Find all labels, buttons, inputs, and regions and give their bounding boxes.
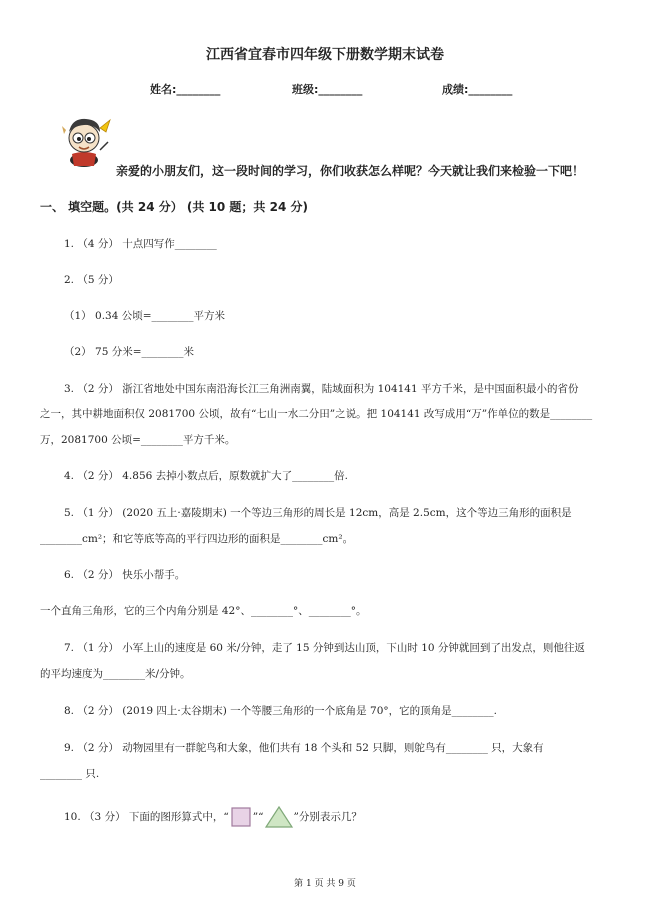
- q7-number: 7.: [64, 642, 75, 654]
- q8-number: 8.: [64, 705, 75, 717]
- q3-score: （2 分）: [77, 383, 119, 395]
- page-footer: 第 1 页 共 9 页: [294, 879, 356, 889]
- q4-number: 4.: [64, 470, 75, 482]
- q7-score: （1 分）: [77, 642, 119, 654]
- question-7-line-2: 的平均速度为________米/分钟。: [40, 668, 191, 680]
- class-field: [292, 81, 362, 97]
- question-7: [64, 640, 585, 655]
- question-1: [64, 236, 217, 251]
- question-2-part-1: （1） 0.34 公顷=________平方米: [64, 310, 226, 322]
- name-field: [150, 81, 220, 97]
- question-5: [64, 505, 572, 520]
- score-blank: ________: [468, 83, 513, 96]
- class-label: 班级:: [292, 83, 319, 96]
- square-shape-icon: [229, 806, 253, 828]
- q8-score: （2 分）: [77, 705, 119, 717]
- q2-number: 2.: [64, 274, 75, 286]
- q3-line-1: 浙江省地处中国东南沿海长江三角洲南翼，陆域面积为 104141 平方千米，是中国面积最小的省份: [122, 383, 579, 395]
- page-title: 江西省宜春市四年级下册数学期末试卷: [206, 47, 444, 63]
- q9-score: （2 分）: [77, 742, 119, 754]
- question-6-line-2: 一个直角三角形，它的三个内角分别是 42°、________°、________°。: [40, 605, 367, 617]
- q5-number: 5.: [64, 507, 75, 519]
- q1-number: 1.: [64, 238, 75, 250]
- q10-after: ”分别表示几？: [293, 811, 362, 823]
- question-5-line-2: ________cm²；和它等底等高的平行四边形的面积是________cm²。: [40, 533, 354, 545]
- q10-score: （3 分）: [84, 811, 126, 823]
- question-6: [64, 567, 185, 582]
- q4-score: （2 分）: [77, 470, 119, 482]
- q9-line-1: 动物园里有一群鸵鸟和大象，他们共有 18 个头和 52 只脚，则鸵鸟有________ 只，大象有: [122, 742, 544, 754]
- q5-line-1: (2020 五上·嘉陵期末) 一个等边三角形的周长是 12cm，高是 2.5cm，这个等边三角形的面积是: [122, 507, 572, 519]
- q6-score: （2 分）: [77, 569, 119, 581]
- q1-score: （4 分）: [77, 238, 119, 250]
- q5-score: （1 分）: [77, 507, 119, 519]
- q1-text: 十点四写作________: [122, 238, 217, 250]
- score-label: 成绩:: [442, 83, 469, 96]
- question-2-part-2: （2） 75 分米=________米: [64, 346, 195, 358]
- triangle-shape-icon: [264, 805, 294, 829]
- q7-line-1: 小军上山的速度是 60 米/分钟，走了 15 分钟到达山顶，下山时 10 分钟就回到了出发点，则他往返: [122, 642, 585, 654]
- class-blank: ________: [318, 83, 363, 96]
- q3-number: 3.: [64, 383, 75, 395]
- cartoon-mascot-icon: [60, 110, 112, 168]
- question-2: [64, 272, 119, 287]
- question-3-line-3: 万，2081700 公顷=________平方千米。: [40, 434, 236, 446]
- section-title: 一、 填空题。(共 24 分） (共 10 题；共 24 分): [40, 200, 308, 214]
- q10-number: 10.: [64, 811, 81, 823]
- q6-number: 6.: [64, 569, 75, 581]
- name-blank: ________: [176, 83, 221, 96]
- question-8: [64, 703, 497, 718]
- question-4: [64, 468, 348, 483]
- score-field: [442, 81, 512, 97]
- question-9: [64, 740, 544, 755]
- q2-score: （5 分）: [77, 274, 119, 286]
- q9-number: 9.: [64, 742, 75, 754]
- question-10: [64, 805, 362, 829]
- question-3: [64, 381, 579, 396]
- q8-text: (2019 四上·太谷期末) 一个等腰三角形的一个底角是 70°，它的顶角是________.: [122, 705, 497, 717]
- question-9-line-2: ________ 只.: [40, 768, 100, 780]
- q10-before: 下面的图形算式中，“: [128, 811, 229, 823]
- q10-mid: ”“: [252, 811, 264, 823]
- question-3-line-2: 之一，其中耕地面积仅 2081700 公顷，故有“七山一水二分田”之说。把 104141 改写成用“万”作单位的数是________: [40, 408, 593, 420]
- greeting-text: 亲爱的小朋友们，这一段时间的学习，你们收获怎么样呢？今天就让我们来检验一下吧！: [116, 164, 585, 178]
- name-label: 姓名:: [150, 83, 177, 96]
- q6-text: 快乐小帮手。: [122, 569, 186, 581]
- q4-text: 4.856 去掉小数点后，原数就扩大了________倍.: [122, 470, 348, 482]
